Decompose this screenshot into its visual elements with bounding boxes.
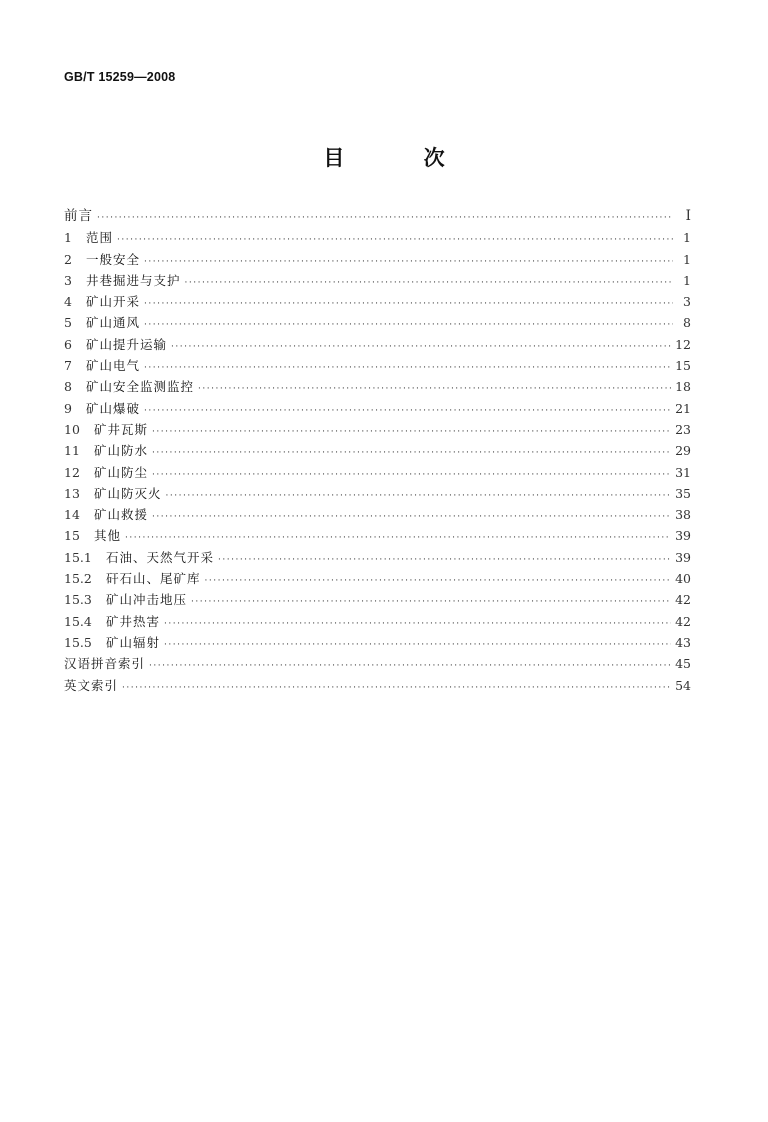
toc-entry-page: 18	[675, 379, 691, 395]
toc-leader-dots	[198, 379, 671, 400]
toc-entry-page: 31	[675, 464, 691, 480]
toc-entry-page: 3	[683, 294, 691, 310]
toc-entry-7[interactable]	[64, 355, 691, 376]
toc-entry-label: 矿山开采	[86, 294, 141, 310]
toc-entry-2[interactable]	[64, 249, 691, 270]
toc-entry-page: 38	[675, 507, 691, 523]
toc-leader-dots	[185, 273, 673, 294]
toc-entry-label: 矿山电气	[86, 358, 141, 374]
toc-entry-label: 范围	[86, 230, 114, 246]
toc-entry-number: 15.5	[64, 634, 92, 650]
toc-entry-page: 45	[675, 656, 691, 672]
toc-entry-page: 42	[675, 613, 691, 629]
toc-entry-number: 13	[64, 485, 80, 501]
toc-entry-label: 汉语拼音索引	[64, 656, 146, 672]
toc-entry-page: 1	[683, 251, 691, 267]
toc-leader-dots	[152, 465, 671, 486]
toc-entry-page: 1	[683, 230, 691, 246]
toc-entry-page: 23	[675, 421, 691, 437]
toc-entry-1[interactable]	[64, 227, 691, 248]
toc-entry-page: 1	[683, 272, 691, 288]
toc-leader-dots	[122, 678, 671, 699]
toc-entry-number: 1	[64, 230, 72, 246]
toc-entry-page: 35	[675, 485, 691, 501]
toc-entry-page: 39	[675, 528, 691, 544]
toc-entry-number: 8	[64, 379, 72, 395]
standard-code: GB/T 15259—2008	[64, 70, 176, 84]
toc-leader-dots	[152, 507, 671, 528]
toc-leader-dots	[144, 358, 671, 379]
toc-entry-5[interactable]	[64, 312, 691, 333]
toc-entry-page: 21	[675, 400, 691, 416]
toc-entry-15-5[interactable]	[64, 632, 691, 653]
toc-entry-13[interactable]	[64, 483, 691, 504]
toc-entry-page: 39	[675, 549, 691, 565]
toc-entry-label: 矿山爆破	[86, 400, 141, 416]
toc-entry-number: 15.2	[64, 571, 92, 587]
toc-entry-number: 7	[64, 358, 72, 374]
toc-entry-foreword[interactable]	[64, 206, 691, 227]
toc-leader-dots	[152, 422, 671, 443]
toc-entry-number: 15.1	[64, 549, 92, 565]
toc-leader-dots	[218, 550, 671, 571]
toc-leader-dots	[144, 315, 673, 336]
toc-leader-dots	[149, 656, 671, 677]
toc-leader-dots	[166, 486, 672, 507]
toc-entry-15[interactable]	[64, 525, 691, 546]
toc-entry-label: 一般安全	[86, 251, 141, 267]
toc-entry-page: 43	[675, 634, 691, 650]
toc-entry-page: 15	[675, 358, 691, 374]
toc-leader-dots	[164, 635, 671, 656]
toc-entry-label: 矿井瓦斯	[94, 421, 149, 437]
toc-leader-dots	[144, 401, 671, 422]
toc-entry-label: 矿山提升运输	[86, 336, 168, 352]
toc-leader-dots	[171, 337, 671, 358]
toc-entry-number: 11	[64, 443, 80, 459]
toc-entry-pinyin-index[interactable]	[64, 653, 691, 674]
toc-entry-number: 9	[64, 400, 72, 416]
toc-entry-number: 15.4	[64, 613, 92, 629]
toc-entry-6[interactable]	[64, 334, 691, 355]
toc-entry-number: 14	[64, 507, 80, 523]
toc-entry-page: 8	[683, 315, 691, 331]
toc-entry-8[interactable]	[64, 376, 691, 397]
toc-entry-number: 3	[64, 272, 72, 288]
toc-entry-label: 矿山冲击地压	[106, 592, 188, 608]
toc-entry-label: 矿井热害	[106, 613, 161, 629]
toc-entry-9[interactable]	[64, 398, 691, 419]
toc-entry-number: 12	[64, 464, 80, 480]
toc-entry-label: 矿山防尘	[94, 464, 149, 480]
toc-entry-page: 29	[675, 443, 691, 459]
toc-entry-label: 英文索引	[64, 677, 119, 693]
toc-leader-dots	[191, 592, 671, 613]
toc-entry-page: 54	[675, 677, 691, 693]
toc-entry-11[interactable]	[64, 440, 691, 461]
toc-entry-label: 矿山防灭火	[94, 485, 162, 501]
toc-entry-label: 矿山安全监测监控	[86, 379, 195, 395]
toc-leader-dots	[144, 252, 673, 273]
toc-entry-12[interactable]	[64, 462, 691, 483]
toc-entry-4[interactable]	[64, 291, 691, 312]
toc-entry-14[interactable]	[64, 504, 691, 525]
toc-leader-dots	[97, 208, 673, 229]
table-of-contents	[64, 206, 691, 696]
toc-entry-english-index[interactable]	[64, 675, 691, 696]
toc-entry-number: 15	[64, 528, 80, 544]
toc-entry-15-1[interactable]	[64, 547, 691, 568]
toc-entry-label: 前言	[64, 208, 93, 224]
toc-leader-dots	[117, 230, 673, 251]
toc-entry-number: 5	[64, 315, 72, 331]
toc-entry-number: 4	[64, 294, 72, 310]
toc-entry-number: 6	[64, 336, 72, 352]
toc-entry-15-3[interactable]	[64, 589, 691, 610]
toc-entry-label: 矿山通风	[86, 315, 141, 331]
toc-leader-dots	[152, 443, 671, 464]
toc-entry-page: 12	[675, 336, 691, 352]
toc-entry-15-4[interactable]	[64, 611, 691, 632]
toc-entry-number: 15.3	[64, 592, 92, 608]
toc-entry-label: 矿山辐射	[106, 634, 161, 650]
toc-entry-page: 40	[675, 571, 691, 587]
toc-entry-label: 其他	[94, 528, 122, 544]
toc-title: 目 次	[323, 146, 481, 170]
toc-entry-label: 井巷掘进与支护	[86, 272, 181, 288]
toc-entry-3[interactable]	[64, 270, 691, 291]
toc-leader-dots	[164, 614, 671, 635]
toc-leader-dots	[205, 571, 672, 592]
toc-entry-number: 10	[64, 421, 80, 437]
toc-entry-label: 矸石山、尾矿库	[106, 571, 201, 587]
toc-entry-10[interactable]	[64, 419, 691, 440]
toc-entry-number: 2	[64, 251, 72, 267]
toc-entry-label: 石油、天然气开采	[106, 549, 215, 565]
toc-entry-page: 42	[675, 592, 691, 608]
toc-entry-15-2[interactable]	[64, 568, 691, 589]
toc-entry-page: Ⅰ	[685, 208, 691, 224]
toc-entry-label: 矿山救援	[94, 507, 149, 523]
toc-leader-dots	[144, 294, 673, 315]
toc-entry-label: 矿山防水	[94, 443, 149, 459]
